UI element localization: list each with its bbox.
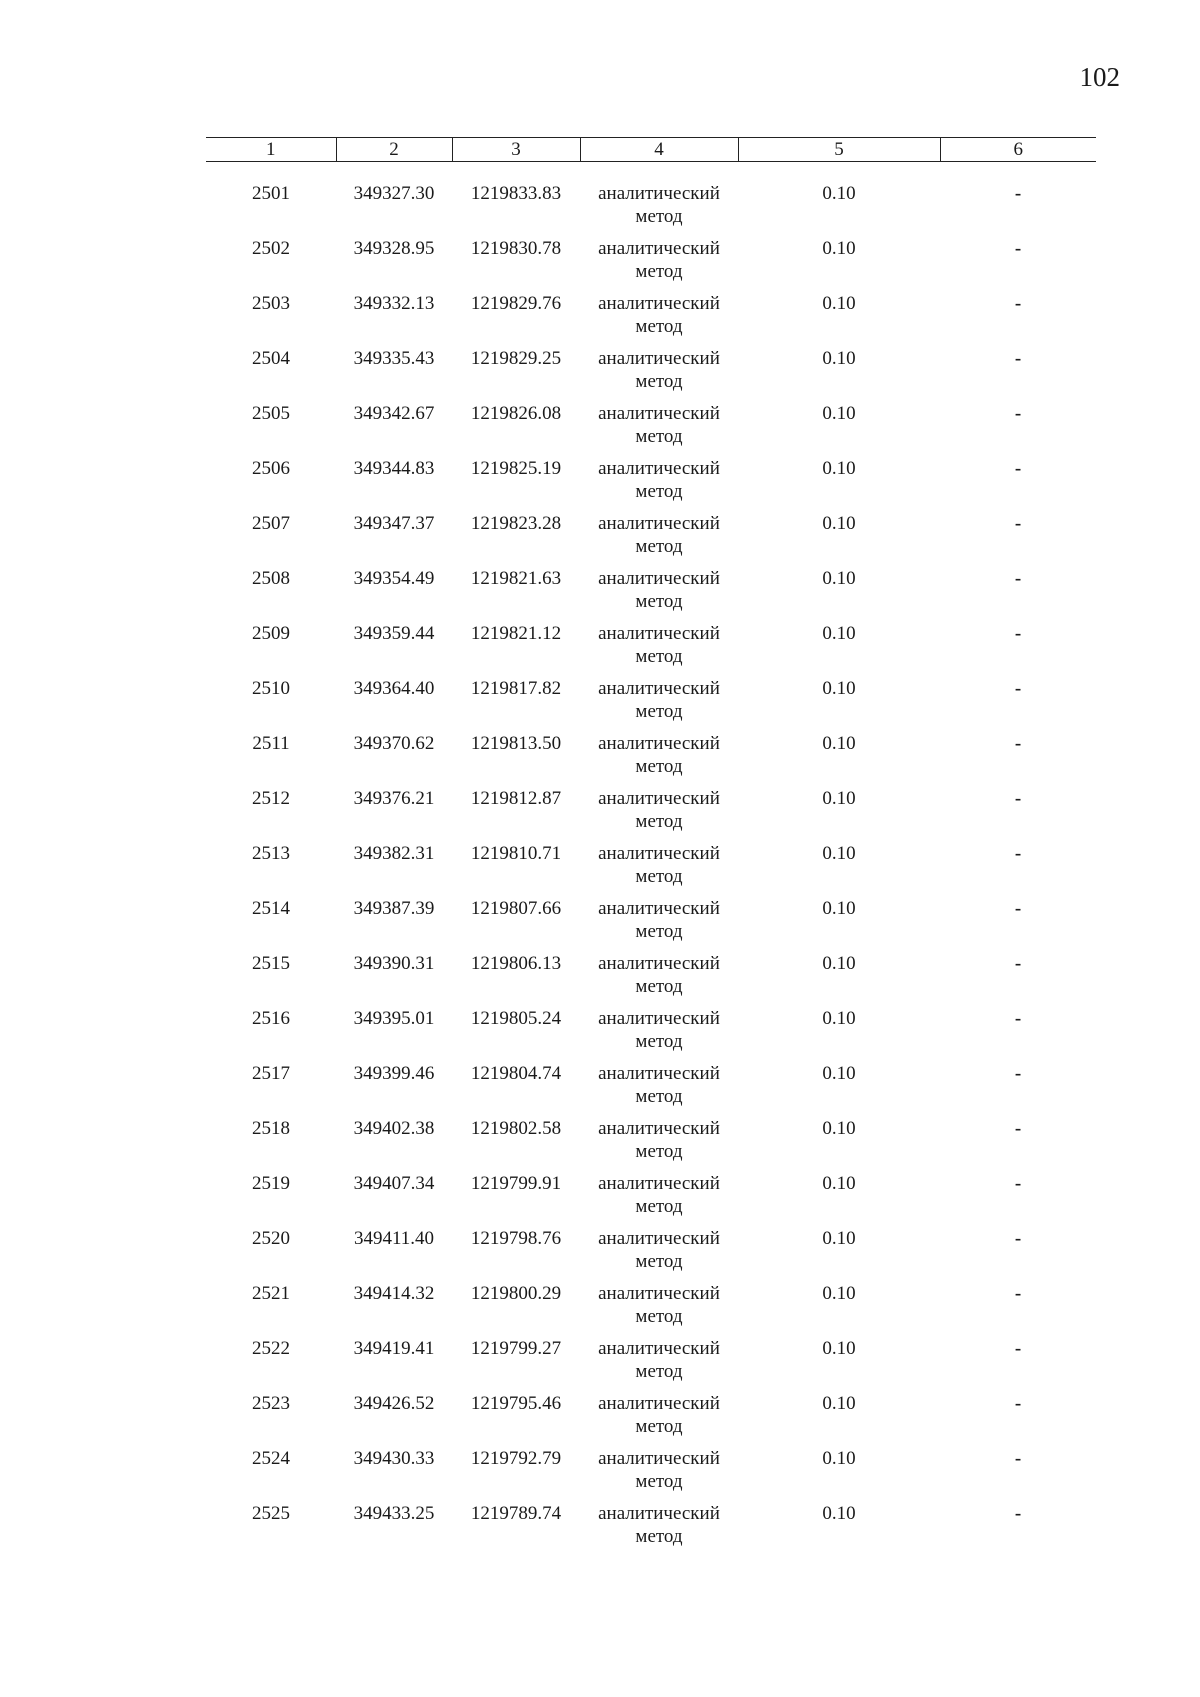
table-row [206,512,1096,567]
y-coordinate-cell: 1219821.63 [470,568,562,589]
y-coordinate-cell: 1219817.82 [470,678,562,699]
accuracy-cell: 0.10 [822,1063,856,1084]
dash-cell: - [1014,1283,1022,1304]
point-number-cell: 2517 [252,1063,290,1084]
accuracy-cell: 0.10 [822,953,856,974]
method-cell [580,787,738,842]
point-number-cell: 2506 [252,458,290,479]
method-cell [580,677,738,732]
table-header [206,138,1096,162]
method-line-1: аналитический [598,1118,720,1139]
x-coordinate-cell: 349335.43 [353,348,435,369]
method-cell [580,457,738,512]
method-line-2: метод [635,921,683,942]
point-number-cell: 2515 [252,953,290,974]
table-row [206,787,1096,842]
method-line-1: аналитический [598,403,720,424]
point-number-cell: 2523 [252,1393,290,1414]
method-cell [580,237,738,292]
y-coordinate-cell: 1219823.28 [470,513,562,534]
method-line-1: аналитический [598,1338,720,1359]
y-coordinate-cell: 1219799.27 [470,1338,562,1359]
y-coordinate-cell: 1219800.29 [470,1283,562,1304]
point-number-cell: 2510 [252,678,290,699]
method-line-2: метод [635,591,683,612]
method-cell [580,1502,738,1557]
x-coordinate-cell: 349347.37 [353,513,435,534]
method-line-2: метод [635,426,683,447]
x-coordinate-cell: 349344.83 [353,458,435,479]
accuracy-cell: 0.10 [822,733,856,754]
point-number-cell: 2502 [252,238,290,259]
method-line-2: метод [635,1251,683,1272]
method-cell [580,1337,738,1392]
table-row [206,402,1096,457]
accuracy-cell: 0.10 [822,1338,856,1359]
method-line-1: аналитический [598,953,720,974]
accuracy-cell: 0.10 [822,458,856,479]
column-header-6: 6 [940,138,1096,162]
table-row [206,1337,1096,1392]
table-row [206,622,1096,677]
y-coordinate-cell: 1219807.66 [470,898,562,919]
x-coordinate-cell: 349407.34 [353,1173,435,1194]
x-coordinate-cell: 349402.38 [353,1118,435,1139]
method-line-2: метод [635,371,683,392]
x-coordinate-cell: 349395.01 [353,1008,435,1029]
table-row [206,1117,1096,1172]
accuracy-cell: 0.10 [822,1448,856,1469]
method-line-1: аналитический [598,293,720,314]
x-coordinate-cell: 349426.52 [353,1393,435,1414]
method-line-2: метод [635,1416,683,1437]
table-row [206,732,1096,787]
x-coordinate-cell: 349411.40 [353,1228,435,1249]
point-number-cell: 2514 [252,898,290,919]
accuracy-cell: 0.10 [822,1173,856,1194]
y-coordinate-cell: 1219826.08 [470,403,562,424]
method-line-1: аналитический [598,348,720,369]
method-cell [580,182,738,237]
method-cell [580,1282,738,1337]
x-coordinate-cell: 349359.44 [353,623,435,644]
method-line-2: метод [635,1086,683,1107]
method-line-1: аналитический [598,1063,720,1084]
y-coordinate-cell: 1219789.74 [470,1503,562,1524]
point-number-cell: 2512 [252,788,290,809]
method-cell [580,402,738,457]
dash-cell: - [1014,183,1022,204]
method-cell [580,567,738,622]
method-cell [580,842,738,897]
accuracy-cell: 0.10 [822,1393,856,1414]
y-coordinate-cell: 1219830.78 [470,238,562,259]
y-coordinate-cell: 1219813.50 [470,733,562,754]
y-coordinate-cell: 1219810.71 [470,843,562,864]
method-line-2: метод [635,701,683,722]
method-cell [580,1007,738,1062]
x-coordinate-cell: 349430.33 [353,1448,435,1469]
y-coordinate-cell: 1219798.76 [470,1228,562,1249]
x-coordinate-cell: 349390.31 [353,953,435,974]
table-row [206,1227,1096,1282]
x-coordinate-cell: 349433.25 [353,1503,435,1524]
method-line-1: аналитический [598,1228,720,1249]
accuracy-cell: 0.10 [822,348,856,369]
point-number-cell: 2513 [252,843,290,864]
dash-cell: - [1014,843,1022,864]
x-coordinate-cell: 349387.39 [353,898,435,919]
method-line-2: метод [635,1196,683,1217]
y-coordinate-cell: 1219799.91 [470,1173,562,1194]
column-header-3: 3 [452,138,580,162]
accuracy-cell: 0.10 [822,183,856,204]
x-coordinate-cell: 349419.41 [353,1338,435,1359]
dash-cell: - [1014,953,1022,974]
method-line-1: аналитический [598,1173,720,1194]
method-line-2: метод [635,536,683,557]
method-line-2: метод [635,1361,683,1382]
method-line-1: аналитический [598,898,720,919]
table-row [206,1447,1096,1502]
table-row [206,1007,1096,1062]
method-line-2: метод [635,481,683,502]
header-row [206,138,1096,162]
accuracy-cell: 0.10 [822,1503,856,1524]
dash-cell: - [1014,1338,1022,1359]
dash-cell: - [1014,733,1022,754]
dash-cell: - [1014,788,1022,809]
method-line-2: метод [635,756,683,777]
method-cell [580,952,738,1007]
method-line-2: метод [635,1031,683,1052]
table-row [206,567,1096,622]
x-coordinate-cell: 349376.21 [353,788,435,809]
dash-cell: - [1014,1008,1022,1029]
table-row [206,952,1096,1007]
method-cell [580,732,738,787]
table-row [206,1062,1096,1117]
table-row [206,677,1096,732]
method-line-2: метод [635,866,683,887]
y-coordinate-cell: 1219802.58 [470,1118,562,1139]
accuracy-cell: 0.10 [822,403,856,424]
table-row [206,1392,1096,1447]
dash-cell: - [1014,238,1022,259]
dash-cell: - [1014,1503,1022,1524]
dash-cell: - [1014,1063,1022,1084]
table-row [206,292,1096,347]
method-cell [580,512,738,567]
dash-cell: - [1014,458,1022,479]
method-line-2: метод [635,1526,683,1547]
method-line-1: аналитический [598,733,720,754]
method-line-2: метод [635,646,683,667]
method-line-1: аналитический [598,843,720,864]
table-row [206,1282,1096,1337]
method-line-1: аналитический [598,458,720,479]
table-row [206,182,1096,237]
y-coordinate-cell: 1219812.87 [470,788,562,809]
table-row [206,1502,1096,1557]
method-cell [580,1062,738,1117]
accuracy-cell: 0.10 [822,293,856,314]
table-row [206,897,1096,952]
dash-cell: - [1014,293,1022,314]
method-line-1: аналитический [598,1283,720,1304]
dash-cell: - [1014,403,1022,424]
point-number-cell: 2525 [252,1503,290,1524]
method-cell [580,1172,738,1227]
dash-cell: - [1014,1118,1022,1139]
y-coordinate-cell: 1219829.25 [470,348,562,369]
method-line-1: аналитический [598,788,720,809]
method-line-2: метод [635,976,683,997]
method-line-1: аналитический [598,183,720,204]
method-cell [580,1392,738,1447]
point-number-cell: 2505 [252,403,290,424]
method-line-1: аналитический [598,1008,720,1029]
y-coordinate-cell: 1219805.24 [470,1008,562,1029]
dash-cell: - [1014,623,1022,644]
column-header-1: 1 [206,138,336,162]
column-header-4: 4 [580,138,738,162]
method-line-1: аналитический [598,678,720,699]
accuracy-cell: 0.10 [822,788,856,809]
column-header-2: 2 [336,138,452,162]
point-number-cell: 2524 [252,1448,290,1469]
dash-cell: - [1014,1393,1022,1414]
x-coordinate-cell: 349354.49 [353,568,435,589]
method-cell [580,347,738,402]
method-line-2: метод [635,1471,683,1492]
coordinates-table-container [206,137,1096,1557]
accuracy-cell: 0.10 [822,1118,856,1139]
header-spacer [206,162,1096,183]
x-coordinate-cell: 349414.32 [353,1283,435,1304]
method-line-2: метод [635,1141,683,1162]
accuracy-cell: 0.10 [822,568,856,589]
method-line-1: аналитический [598,1448,720,1469]
method-cell [580,622,738,677]
method-cell [580,897,738,952]
y-coordinate-cell: 1219821.12 [470,623,562,644]
y-coordinate-cell: 1219792.79 [470,1448,562,1469]
method-cell [580,1117,738,1172]
method-line-2: метод [635,206,683,227]
x-coordinate-cell: 349364.40 [353,678,435,699]
point-number-cell: 2518 [252,1118,290,1139]
method-cell [580,292,738,347]
point-number-cell: 2521 [252,1283,290,1304]
coordinates-table [206,137,1096,1557]
method-line-1: аналитический [598,513,720,534]
table-row [206,347,1096,402]
method-cell [580,1447,738,1502]
column-header-5: 5 [738,138,940,162]
point-number-cell: 2522 [252,1338,290,1359]
method-line-1: аналитический [598,238,720,259]
table-body [206,162,1096,1558]
page-number: 102 [1079,62,1120,92]
x-coordinate-cell: 349382.31 [353,843,435,864]
method-line-1: аналитический [598,1503,720,1524]
point-number-cell: 2519 [252,1173,290,1194]
method-line-1: аналитический [598,1393,720,1414]
x-coordinate-cell: 349370.62 [353,733,435,754]
point-number-cell: 2509 [252,623,290,644]
dash-cell: - [1014,898,1022,919]
accuracy-cell: 0.10 [822,678,856,699]
point-number-cell: 2504 [252,348,290,369]
dash-cell: - [1014,1228,1022,1249]
method-cell [580,1227,738,1282]
table-row [206,457,1096,512]
y-coordinate-cell: 1219795.46 [470,1393,562,1414]
accuracy-cell: 0.10 [822,1008,856,1029]
accuracy-cell: 0.10 [822,513,856,534]
accuracy-cell: 0.10 [822,843,856,864]
dash-cell: - [1014,513,1022,534]
point-number-cell: 2508 [252,568,290,589]
point-number-cell: 2503 [252,293,290,314]
accuracy-cell: 0.10 [822,238,856,259]
dash-cell: - [1014,348,1022,369]
y-coordinate-cell: 1219806.13 [470,953,562,974]
method-line-1: аналитический [598,623,720,644]
y-coordinate-cell: 1219829.76 [470,293,562,314]
method-line-2: метод [635,1306,683,1327]
dash-cell: - [1014,1173,1022,1194]
table-row [206,842,1096,897]
dash-cell: - [1014,568,1022,589]
x-coordinate-cell: 349399.46 [353,1063,435,1084]
point-number-cell: 2520 [252,1228,290,1249]
dash-cell: - [1014,1448,1022,1469]
x-coordinate-cell: 349328.95 [353,238,435,259]
table-row [206,1172,1096,1227]
point-number-cell: 2507 [252,513,290,534]
y-coordinate-cell: 1219804.74 [470,1063,562,1084]
accuracy-cell: 0.10 [822,623,856,644]
accuracy-cell: 0.10 [822,1228,856,1249]
y-coordinate-cell: 1219833.83 [470,183,562,204]
method-line-1: аналитический [598,568,720,589]
table-row [206,237,1096,292]
accuracy-cell: 0.10 [822,1283,856,1304]
accuracy-cell: 0.10 [822,898,856,919]
x-coordinate-cell: 349327.30 [353,183,435,204]
y-coordinate-cell: 1219825.19 [470,458,562,479]
dash-cell: - [1014,678,1022,699]
method-line-2: метод [635,316,683,337]
x-coordinate-cell: 349342.67 [353,403,435,424]
point-number-cell: 2511 [252,733,290,754]
method-line-2: метод [635,261,683,282]
method-line-2: метод [635,811,683,832]
point-number-cell: 2501 [252,183,290,204]
x-coordinate-cell: 349332.13 [353,293,435,314]
point-number-cell: 2516 [252,1008,290,1029]
